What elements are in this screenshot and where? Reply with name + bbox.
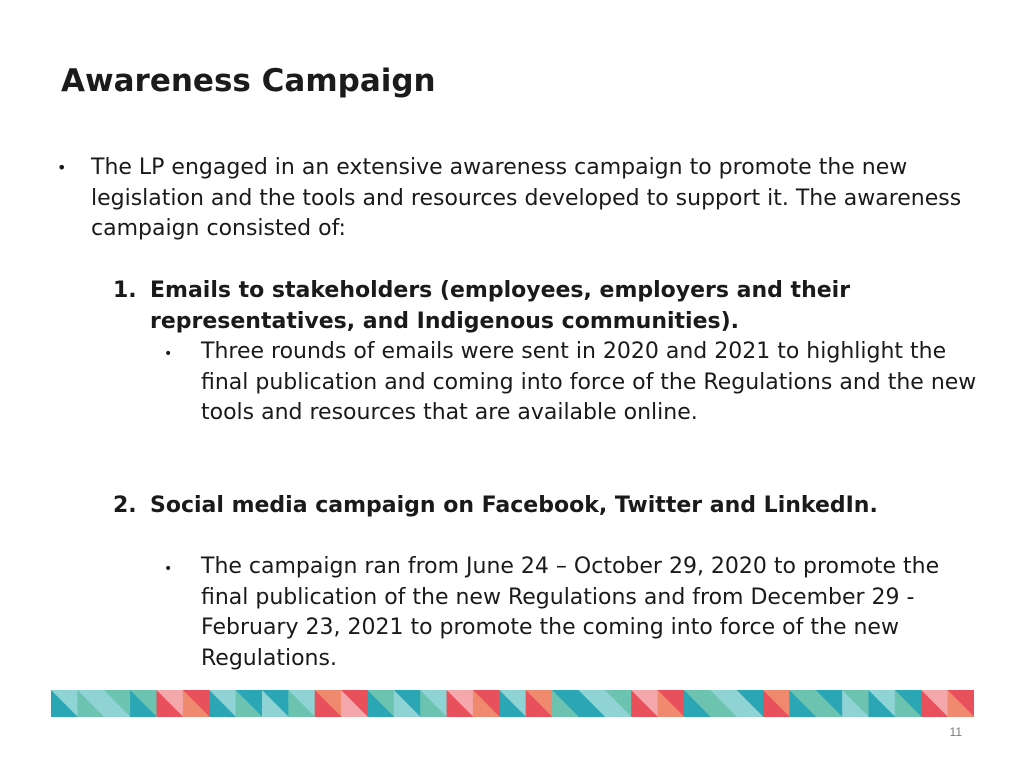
slide-title: Awareness Campaign	[61, 63, 436, 99]
item-detail: Three rounds of emails were sent in 2020 and 2021 to highlight the final publication and coming into force of the Regulations and the new tools and resources that are available online.	[201, 339, 977, 426]
item-detail: The campaign ran from June 24 – October 29, 2020 to promote the final publication of the new Regulations and from December 29 - February 23, 2021 to promote the coming into force of the new Regulations.	[201, 554, 940, 671]
item-number: 2.	[113, 493, 137, 518]
sub-bullet-icon: •	[164, 346, 173, 362]
item-number: 1.	[113, 278, 137, 303]
sub-bullet-icon: •	[164, 561, 173, 577]
bullet-icon: •	[57, 158, 67, 177]
item-heading: Emails to stakeholders (employees, employers and their representatives, and Indigenous communities).	[150, 278, 851, 334]
item-heading: Social media campaign on Facebook, Twitter and LinkedIn.	[150, 493, 878, 518]
page-number: 11	[949, 725, 962, 739]
intro-paragraph: The LP engaged in an extensive awareness campaign to promote the new legislation and the tools and resources developed to support it. The awareness campaign consisted of:	[91, 155, 962, 242]
decorative-triangle-band	[51, 690, 974, 717]
